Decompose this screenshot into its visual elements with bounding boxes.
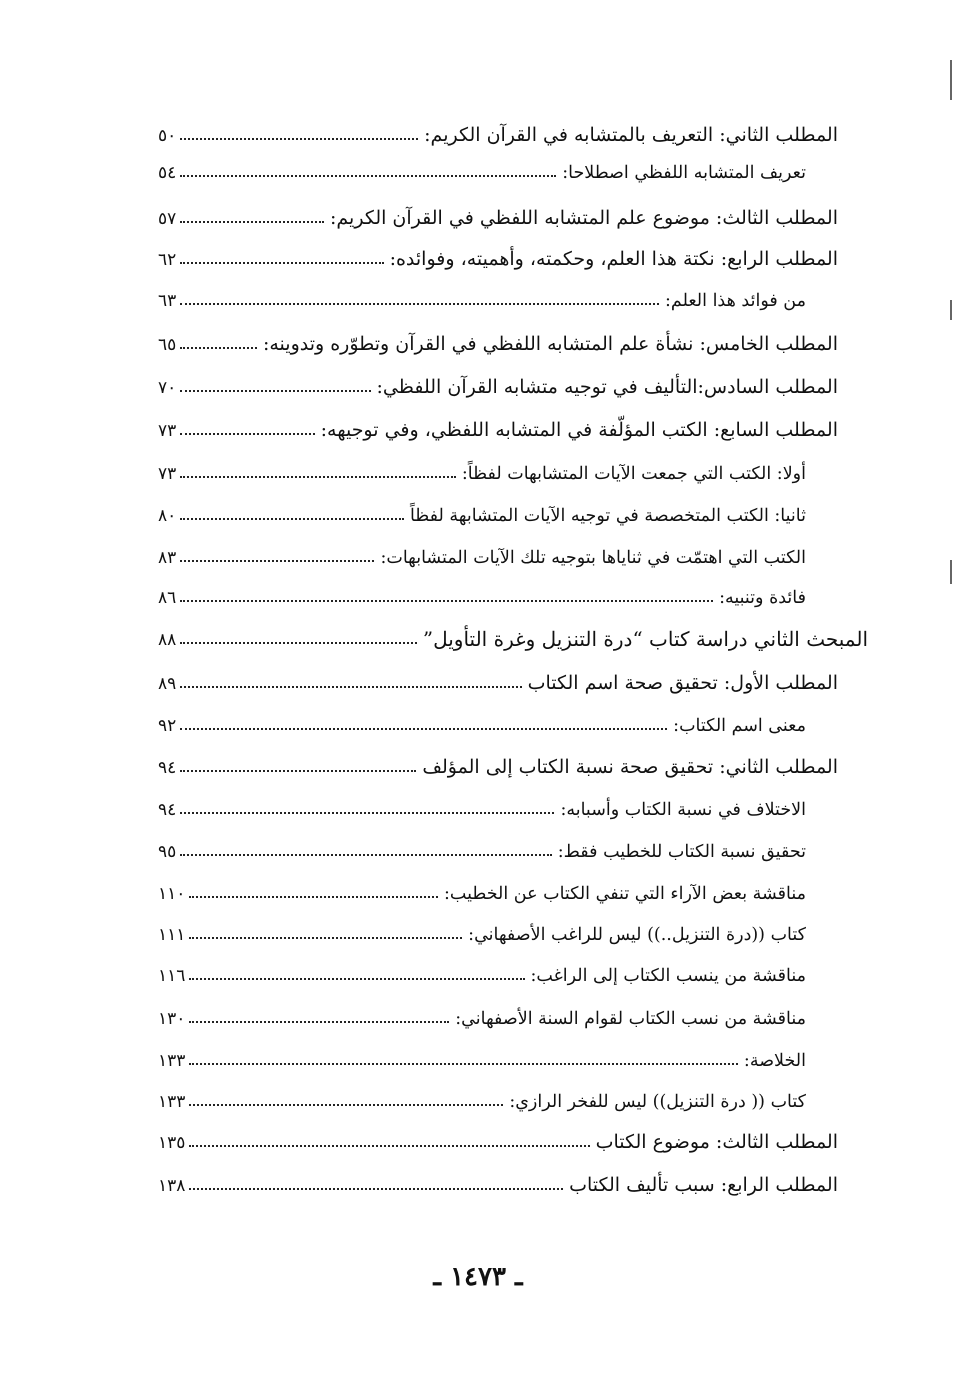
scan-edge-mark [950,560,952,584]
toc-entry-page: ٦٥ [158,335,177,355]
toc-entry-page: ٩٤ [158,800,177,820]
toc-entry [158,188,838,228]
toc-entry-title: المطلب الثاني: تحقيق صحة نسبة الكتاب إلى المؤلف [422,756,838,778]
toc-entry-title: من فوائد هذا العلم: [665,290,806,311]
toc-entry-page: ٧٣ [158,421,177,441]
dot-leader [189,1063,738,1065]
toc-entry [158,1155,838,1195]
toc-entry [158,779,806,819]
dot-leader [180,728,667,730]
dot-leader [180,303,659,305]
dot-leader [180,518,404,520]
toc-entry [158,653,838,693]
dot-leader [189,1104,503,1106]
toc-entry-title: الاختلاف في نسبة الكتاب وأسبابه: [560,799,806,820]
toc-entry-page: ١١٠ [158,884,186,904]
toc-entry-page: ٨٨ [158,630,177,650]
toc-entry-page: ١٣٣ [158,1051,186,1071]
dot-leader [189,896,438,898]
dot-leader [180,770,416,772]
toc-entry [158,527,806,567]
dot-leader [180,812,554,814]
toc-entry-title: المطلب السادس:التأليف في توجيه متشابه القرآن اللفظي: [376,376,838,398]
toc-entry-page: ١٣٨ [158,1176,186,1196]
toc-entry [158,314,838,354]
toc-entry [158,443,806,483]
toc-entry-title: تعريف المتشابه اللفظي اصطلاحا: [562,162,806,183]
toc-entry-title: المطلب الرابع: سبب تأليف الكتاب [569,1174,838,1196]
toc-entry [158,609,868,649]
toc-entry [158,945,806,985]
dot-leader [189,1188,563,1190]
toc-entry-title: المطلب الخامس: نشأة علم المتشابه اللفظي في القرآن وتطوّره وتدوينه: [262,333,838,355]
toc-entry-page: ٩٢ [158,716,177,736]
dot-leader [189,978,524,980]
page-number: ـ ١٤٧٣ ـ [433,1262,523,1292]
toc-entry [158,142,806,182]
toc-entry [158,567,806,607]
toc-entry-page: ١١١ [158,925,186,945]
dot-leader [180,433,314,435]
toc-entry-page: ١٣٥ [158,1133,186,1153]
toc-entry-title: المبحث الثاني دراسة كتاب “درة التنزيل وغرة التأويل” [422,627,868,651]
toc-entry-title: المطلب الأول: تحقيق صحة اسم الكتاب [527,672,838,694]
dot-leader [180,262,383,264]
dot-leader [189,1145,589,1147]
toc-entry-title: الكتب التي اهتمّت في ثناياها بتوجيه تلك الآيات المتشابهات: [380,547,806,568]
dot-leader [180,642,417,644]
dot-leader [180,347,257,349]
dot-leader [180,476,456,478]
toc-entry [158,105,838,145]
toc-entry-title: كتاب (( درة التنزيل)) ليس للفخر الرازي: [509,1091,806,1112]
toc-entry-page: ٧٠ [158,378,177,398]
toc-entry [158,1112,838,1152]
toc-entry-title: كتاب ((درة التنزيل..)) ليس للراغب الأصفهاني: [468,924,806,945]
dot-leader [180,686,521,688]
toc-entry [158,485,806,525]
toc-entry-page: ٥٤ [158,163,177,183]
toc-entry-page: ٥٠ [158,126,177,146]
toc-entry-title: المطلب الرابع: نكتة هذا العلم، وحكمته، وأهميته، وفوائده: [389,248,838,270]
toc-entry [158,1030,806,1070]
toc-entry-title: ثانيا: الكتب المتخصصة في توجيه الآيات المتشابهة لفظاً [409,505,806,526]
toc-entry [158,1071,806,1111]
toc-entry-page: ٨٩ [158,674,177,694]
toc-entry [158,821,806,861]
dot-leader [189,1021,449,1023]
toc-entry [158,357,838,397]
toc-entry-page: ٦٣ [158,291,177,311]
toc-entry [158,270,806,310]
toc-entry [158,904,806,944]
toc-entry [158,400,838,440]
toc-entry-title: المطلب السابع: الكتب المؤلّفة في المتشابه اللفظي، وفي توجيهه: [320,419,838,441]
scan-edge-mark [950,60,952,100]
toc-entry-title: المطلب الثاني: التعريف بالمتشابه في القرآن الكريم: [424,124,838,146]
toc-entry-page: ١٣٣ [158,1092,186,1112]
toc-entry-title: تحقيق نسبة الكتاب للخطيب فقط: [557,841,806,862]
toc-entry [158,863,806,903]
toc-entry [158,988,806,1028]
toc-entry-title: الخلاصة: [743,1050,806,1071]
toc-entry-title: فائدة وتنبيه: [719,587,806,608]
toc-entry-page: ٨٠ [158,506,177,526]
dot-leader [180,221,324,223]
toc-entry-title: مناقشة من ينسب الكتاب إلى الراغب: [530,965,806,986]
toc-entry-page: ٩٤ [158,758,177,778]
toc-entry-title: أولا: الكتب التي جمعت الآيات المتشابهات لفظاً: [461,463,806,484]
toc-entry-page: ١٣٠ [158,1009,186,1029]
toc-entry-title: المطلب الثالث: موضوع علم المتشابه اللفظي في القرآن الكريم: [330,207,838,229]
toc-entry-page: ٧٣ [158,464,177,484]
toc-entry [158,695,806,735]
dot-leader [180,854,552,856]
toc-entry-title: مناقشة بعض الآراء التي تنفي الكتاب عن الخطيب: [444,883,806,904]
toc-entry-title: معنى اسم الكتاب: [673,715,806,736]
dot-leader [189,937,462,939]
dot-leader [180,175,556,177]
scan-edge-mark [950,300,952,320]
dot-leader [180,390,370,392]
toc-entry-page: ٨٦ [158,588,177,608]
toc-entry-page: ٦٢ [158,250,177,270]
toc-entry-title: مناقشة من نسب الكتاب لقوام السنة الأصفهاني: [455,1008,806,1029]
toc-entry-page: ٥٧ [158,209,177,229]
toc-entry-title: المطلب الثالث: موضوع الكتاب [595,1131,838,1153]
dot-leader [180,560,374,562]
dot-leader [180,138,418,140]
dot-leader [180,600,713,602]
toc-entry-page: ٨٣ [158,548,177,568]
toc-entry-page: ٩٥ [158,842,177,862]
toc-entry [158,229,838,269]
toc-entry [158,737,838,777]
toc-entry-page: ١١٦ [158,966,186,986]
